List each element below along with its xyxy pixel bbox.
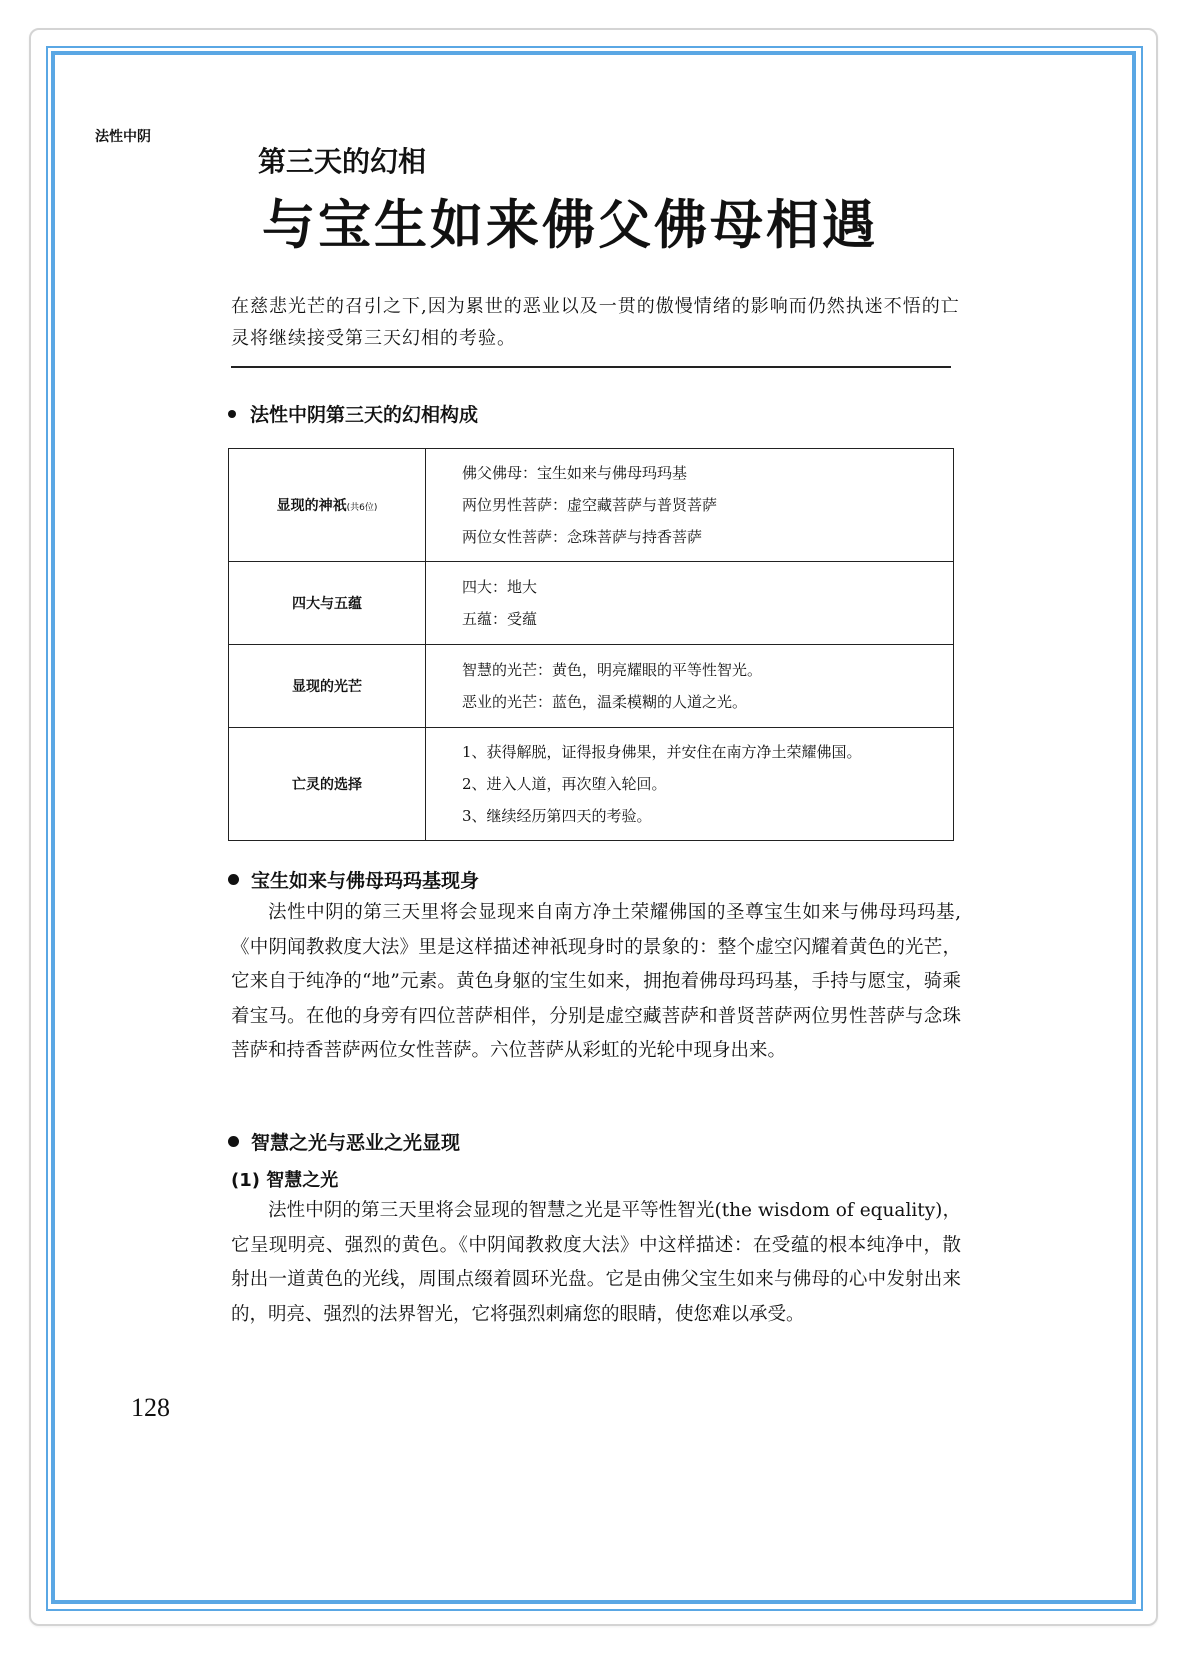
table-row	[229, 728, 954, 841]
row-label	[229, 728, 426, 841]
running-head: 法性中阴	[95, 129, 151, 145]
row-line: 四大：地大	[462, 578, 538, 596]
row-line: 两位女性菩萨：念珠菩萨与持香菩萨	[462, 528, 703, 546]
table-section-heading	[228, 400, 478, 427]
row-label-text: 显现的神祇	[276, 498, 347, 514]
row-line: 两位男性菩萨：虚空藏菩萨与普贤菩萨	[462, 496, 718, 514]
table-row	[229, 562, 954, 645]
row-label-note: (共6位)	[346, 503, 378, 513]
row-line: 3、继续经历第四天的考验。	[462, 807, 652, 825]
page-title: 与宝生如来佛父佛母相遇	[262, 194, 878, 256]
sub-heading: (1) 智慧之光	[231, 1170, 339, 1191]
row-line: 五蕴：受蕴	[462, 610, 538, 628]
row-label	[229, 645, 426, 728]
body-paragraph	[231, 1194, 961, 1332]
row-label-text: 四大与五蕴	[292, 596, 362, 612]
section-heading-text: 宝生如来与佛母玛玛基现身	[251, 870, 480, 892]
intro-paragraph: 在慈悲光芒的召引之下,因为累世的恶业以及一贯的傲慢情绪的影响而仍然执迷不悟的亡灵将继续接受第三天幻相的考验。	[231, 296, 960, 349]
row-line: 1、获得解脱，证得报身佛果，并安住在南方净土荣耀佛国。	[462, 743, 862, 761]
chapter-subtitle: 第三天的幻相	[258, 145, 427, 178]
bullet-icon	[228, 874, 239, 885]
bullet-icon	[228, 1136, 239, 1147]
section-heading-text: 智慧之光与恶业之光显现	[251, 1132, 461, 1154]
body-paragraph	[231, 896, 961, 1069]
row-line: 智慧的光芒：黄色，明亮耀眼的平等性智光。	[462, 661, 763, 679]
row-label	[229, 449, 426, 562]
row-line: 2、进入人道，再次堕入轮回。	[462, 775, 667, 793]
row-content	[426, 728, 954, 841]
row-line: 恶业的光芒：蓝色，温柔模糊的人道之光。	[462, 693, 748, 711]
bullet-icon	[228, 410, 236, 418]
row-label	[229, 562, 426, 645]
section-heading	[228, 1128, 460, 1155]
row-content	[426, 449, 954, 562]
row-line: 佛父佛母：宝生如来与佛母玛玛基	[462, 464, 688, 482]
paragraph-text: 法性中阴的第三天里将会显现的智慧之光是平等性智光(the wisdom of equality)，它呈现明亮、强烈的黄色。《中阴闻教救度大法》中这样描述：在受蕴的根本纯净中，散射出一道黄色的光线，周围点缀着圆环光盘。它是由佛父宝生如来与佛母的心中发射出来的，明亮、强烈的法界智光，它将强烈刺痛您的眼睛，使您难以承受。	[231, 1200, 961, 1325]
paragraph-text: 法性中阴的第三天里将会显现来自南方净土荣耀佛国的圣尊宝生如来与佛母玛玛基,《中阴闻教救度大法》里是这样描述神祇现身时的景象的：整个虚空闪耀着黄色的光芒，它来自于纯净的“地”元素。黄色身躯的宝生如来，拥抱着佛母玛玛基，手持与愿宝，骑乘着宝马。在他的身旁有四位菩萨相伴，分别是虚空藏菩萨和普贤菩萨两位男性菩萨与念珠菩萨和持香菩萨两位女性菩萨。六位菩萨从彩虹的光轮中现身出来。	[231, 902, 961, 1061]
intro-divider	[231, 366, 951, 368]
row-content	[426, 562, 954, 645]
row-content	[426, 645, 954, 728]
table-row	[229, 449, 954, 562]
row-label-text: 显现的光芒	[292, 679, 362, 695]
table-section-heading-text: 法性中阴第三天的幻相构成	[250, 404, 479, 426]
row-label-text: 亡灵的选择	[292, 777, 362, 793]
section-heading	[228, 866, 479, 893]
manifestation-table	[228, 448, 954, 841]
page-number: 128	[131, 1393, 170, 1422]
table-row	[229, 645, 954, 728]
